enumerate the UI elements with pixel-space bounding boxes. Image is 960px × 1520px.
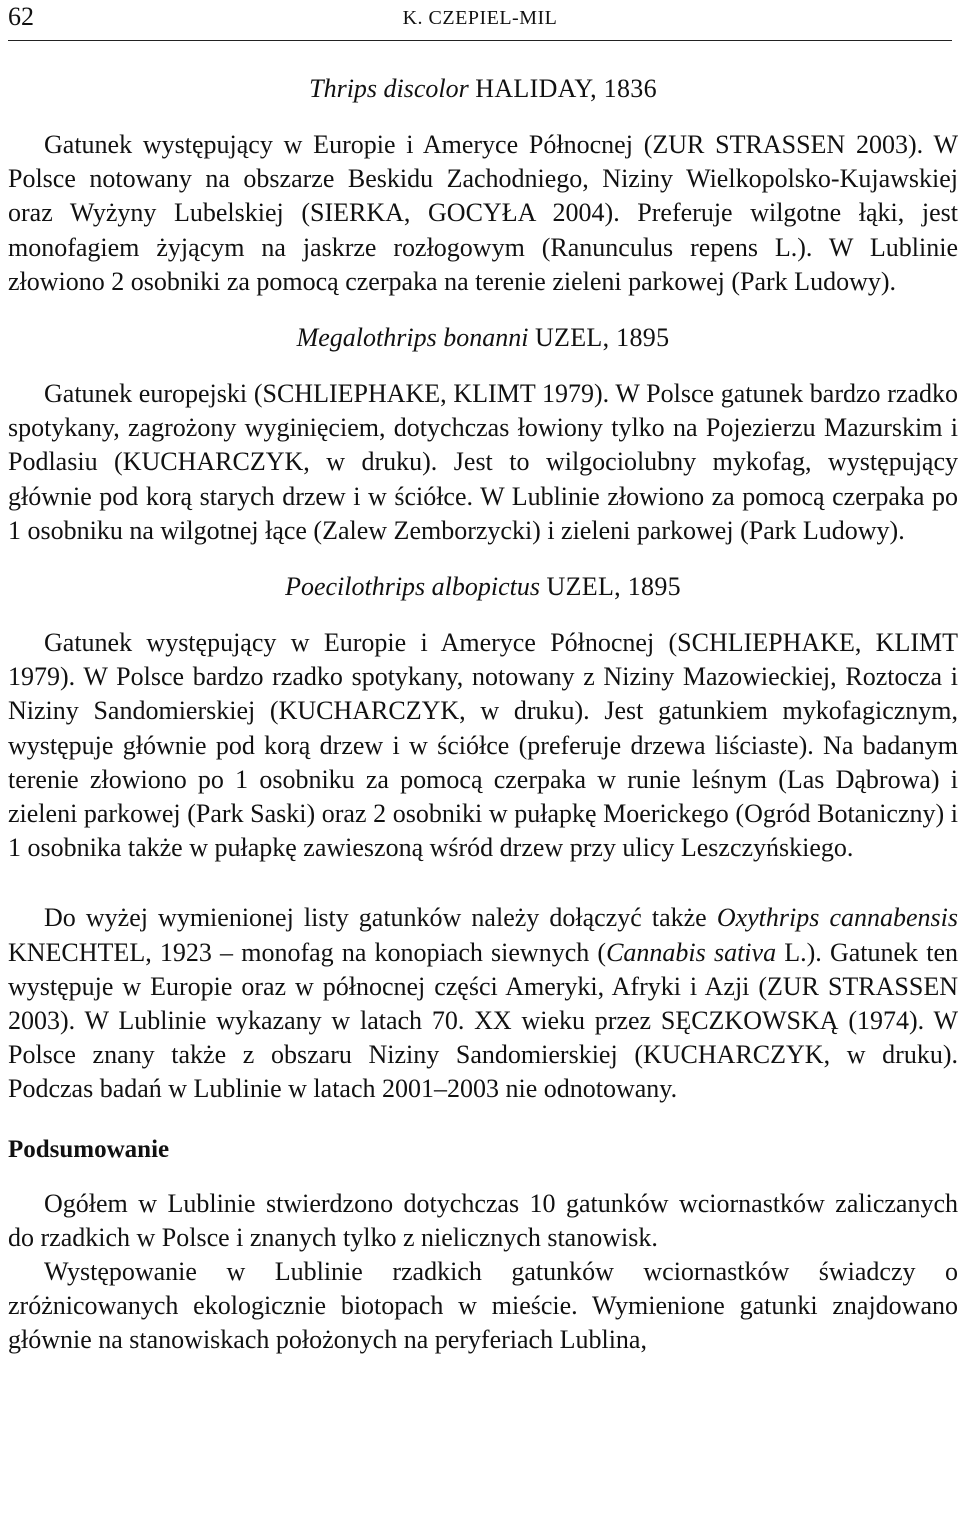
species-author: UZEL, 1895 bbox=[546, 572, 681, 602]
addendum-text-3: L.). Gatunek ten występuje w Europie oraz w północnej części Ameryki, Afryki i Azji (ZUR STRASSEN 2003). W Lublinie wykazany w latach 70. XX wieku przez SĘCZKOWSKĄ (1974). W Polsce znany także z obszaru Niziny Sandomierskiej (KUCHARCZYK, w druku). Podczas badań w Lublinie w latach 2001–2003 nie odnotowany. bbox=[8, 937, 959, 1104]
species-description-megalothrips-bonanni: Gatunek europejski (SCHLIEPHAKE, KLIMT 1979). W Polsce gatunek bardzo rzadko spotykany, zagrożony wyginięciem, dotychczas łowiony tylko na Pojezierzu Mazurskim i Podlasiu (KUCHARCZYK, w druku). Jest to wilgociolubny mykofag, występujący głównie pod korą starych drzew i w ściółce. W Lublinie złowiono za pomocą czerpaka po 1 osobniku na wilgotnej łące (Zalew Zemborzycki) i zieleni parkowej (Park Ludowy). bbox=[8, 379, 958, 545]
species-latin-name: Megalothrips bonanni bbox=[296, 323, 529, 353]
addendum-latin-cannabis: Cannabis sativa bbox=[606, 937, 777, 967]
running-title: K. CZEPIEL-MIL bbox=[402, 7, 558, 29]
species-author: HALIDAY, 1836 bbox=[475, 74, 657, 103]
species-description-thrips-discolor: Gatunek występujący w Europie i Ameryce Północnej (ZUR STRASSEN 2003). W Polsce notowany na obszarze Beskidu Zachodniego, Niziny Wielkopolsko-Kujawskiej oraz Wyżyny Lubelskiej (SIERKA, GOCYŁA 2004). Preferuje wilgotne łąki, jest monofagiem żyjącym na jaskrze rozłogowym (Ranunculus repens L.). W Lublinie złowiono 2 osobniki za pomocą czerpaka na terenie zieleni parkowej (Park Ludowy). bbox=[8, 130, 958, 296]
addendum-latin-oxythrips: Oxythrips cannabensis bbox=[716, 903, 958, 933]
section-heading-summary: Podsumowanie bbox=[8, 1135, 170, 1163]
species-latin-name: Thrips discolor bbox=[309, 74, 469, 103]
species-author: UZEL, 1895 bbox=[534, 323, 670, 353]
page-number: 62 bbox=[8, 2, 34, 31]
addendum-paragraph bbox=[8, 901, 958, 1106]
species-latin-name: Poecilothrips albopictus bbox=[285, 572, 540, 602]
addendum-text-1: Do wyżej wymienionej listy gatunków należy dołączyć także bbox=[44, 903, 717, 933]
species-heading-poecilothrips-albopictus bbox=[8, 570, 958, 604]
species-heading-megalothrips-bonanni bbox=[8, 321, 958, 355]
body-text bbox=[8, 50, 958, 1358]
species-description-poecilothrips-albopictus: Gatunek występujący w Europie i Ameryce Północnej (SCHLIEPHAKE, KLIMT 1979). W Polsce bardzo rzadko spotykany, notowany z Niziny Mazowieckiej, Roztocza i Niziny Sandomierskiej (KUCHARCZYK, w druku). Jest gatunkiem mykofagicznym, występuje głównie pod korą drzew i w ściółce (preferuje drzewa liściaste). Na badanym terenie złowiono po 1 osobniku za pomocą czerpaka w runie leśnym (Las Dąbrowa) i zieleni parkowej (Park Saski) oraz 2 osobniki w pułapkę Moerickego (Ogród Botaniczny) i 1 osobnika także w pułapkę zawieszoną wśród drzew przy ulicy Leszczyńskiego. bbox=[8, 628, 958, 863]
summary-paragraph-1: Ogółem w Lublinie stwierdzono dotychczas 10 gatunków wciornastków zaliczanych do rzadkich w Polsce i znanych tylko z nielicznych stanowisk. bbox=[8, 1188, 958, 1252]
species-heading-thrips-discolor bbox=[8, 72, 958, 106]
summary-paragraph-2: Występowanie w Lublinie rzadkich gatunków wciornastków świadczy o zróżnicowanych ekologicznie biotopach w mieście. Wymienione gatunki znajdowano głównie na stanowiskach położonych na peryferiach Lublina, bbox=[8, 1257, 958, 1355]
addendum-text-2: KNECHTEL, 1923 – monofag na konopiach siewnych ( bbox=[8, 937, 607, 967]
running-head bbox=[8, 0, 952, 41]
